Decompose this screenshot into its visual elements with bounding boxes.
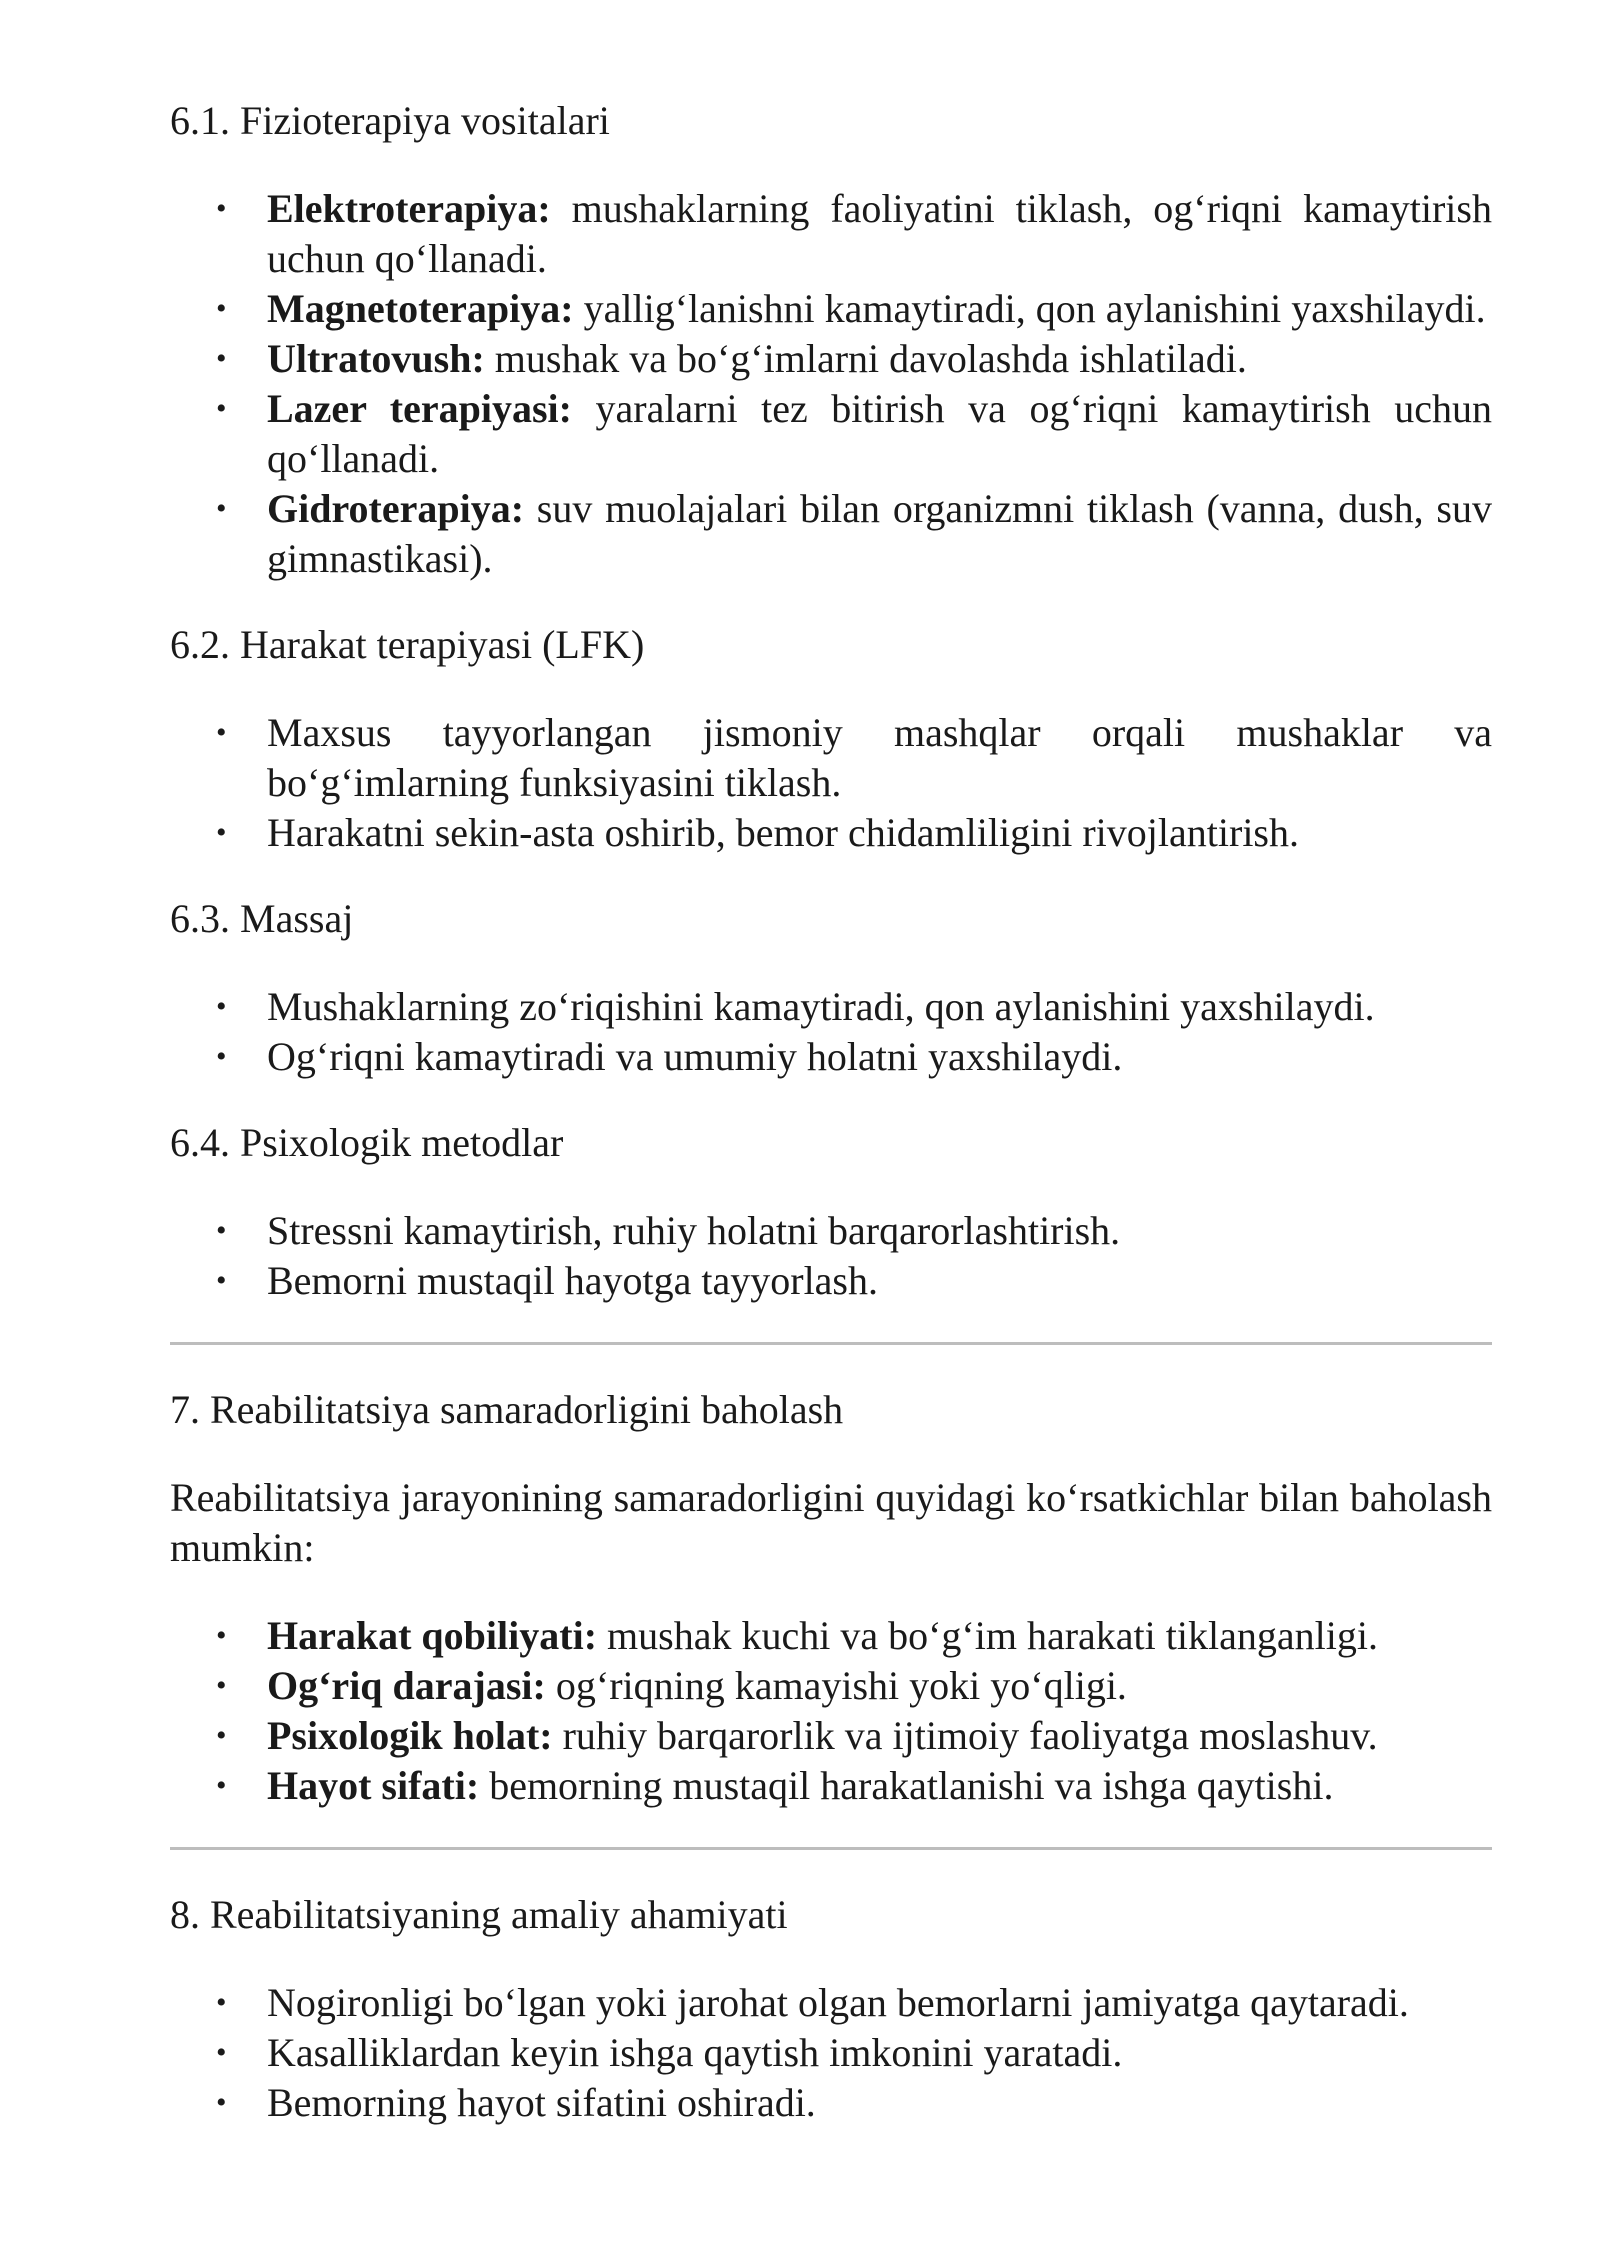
section-heading-8: 8. Reabilitatsiyaning amaliy ahamiyati xyxy=(170,1892,788,1937)
item-text: Kasalliklardan keyin ishga qaytish imkonini yaratadi. xyxy=(267,2030,1123,2075)
item-text: Og‘riqni kamaytiradi va umumiy holatni yaxshilaydi. xyxy=(267,1034,1123,1079)
item-text: Stressni kamaytirish, ruhiy holatni barqarorlashtirish. xyxy=(267,1208,1121,1253)
bullet-icon: • xyxy=(216,342,227,375)
item-text: Bemorni mustaqil hayotga tayyorlash. xyxy=(267,1258,878,1303)
item-term: Magnetoterapiya: xyxy=(267,286,574,331)
bullet-icon: • xyxy=(216,492,227,525)
bullet-icon: • xyxy=(216,1986,227,2019)
item-text: Bemorning hayot sifatini oshiradi. xyxy=(267,2080,816,2125)
item-term: Harakat qobiliyati: xyxy=(267,1613,598,1658)
bullet-icon: • xyxy=(216,2086,227,2119)
list-6-3 xyxy=(170,982,1492,1082)
item-text: Mushaklarning zo‘riqishini kamaytiradi, qon aylanishini yaxshilaydi. xyxy=(267,984,1375,1029)
list-8 xyxy=(170,1978,1492,2128)
section-heading-6-4: 6.4. Psixologik metodlar xyxy=(170,1120,564,1165)
bullet-icon: • xyxy=(216,716,227,749)
list-item xyxy=(170,2078,1492,2128)
item-term: Og‘riq darajasi: xyxy=(267,1663,546,1708)
item-text: yaralarni tez bitirish va og‘riqni kamaytirish uchun qo‘llanadi. xyxy=(267,386,1493,481)
list-item xyxy=(170,2028,1492,2078)
list-item xyxy=(170,982,1492,1032)
item-text: mushak kuchi va bo‘g‘im harakati tiklanganligi. xyxy=(597,1613,1378,1658)
list-item xyxy=(170,184,1492,284)
item-text: mushaklarning faoliyatini tiklash, og‘riqni kamaytirish uchun qo‘llanadi. xyxy=(267,186,1492,281)
item-text: bemorning mustaqil harakatlanishi va ishga qaytishi. xyxy=(479,1763,1334,1808)
bullet-icon: • xyxy=(216,2036,227,2069)
section-heading-6-1: 6.1. Fizioterapiya vositalari xyxy=(170,98,610,143)
document-page xyxy=(170,96,1492,2128)
item-term: Elektroterapiya: xyxy=(267,186,551,231)
list-6-1 xyxy=(170,184,1492,584)
bullet-icon: • xyxy=(216,192,227,225)
bullet-icon: • xyxy=(216,1619,227,1652)
section-7-intro: Reabilitatsiya jarayonining samaradorligini quyidagi ko‘rsatkichlar bilan baholash mumkin: xyxy=(170,1475,1492,1570)
section-heading-7: 7. Reabilitatsiya samaradorligini baholash xyxy=(170,1387,844,1432)
bullet-icon: • xyxy=(216,1264,227,1297)
list-item xyxy=(170,708,1492,808)
bullet-icon: • xyxy=(216,1669,227,1702)
list-item xyxy=(170,808,1492,858)
bullet-icon: • xyxy=(216,1214,227,1247)
bullet-icon: • xyxy=(216,392,227,425)
bullet-icon: • xyxy=(216,1719,227,1752)
item-term: Hayot sifati: xyxy=(267,1763,480,1808)
list-item xyxy=(170,284,1492,334)
bullet-icon: • xyxy=(216,1040,227,1073)
list-item xyxy=(170,484,1492,584)
list-item xyxy=(170,1256,1492,1306)
item-term: Gidroterapiya: xyxy=(267,486,525,531)
bullet-icon: • xyxy=(216,292,227,325)
item-text: ruhiy barqarorlik va ijtimoiy faoliyatga moslashuv. xyxy=(552,1713,1378,1758)
list-item xyxy=(170,1711,1492,1761)
list-7 xyxy=(170,1611,1492,1811)
list-6-2 xyxy=(170,708,1492,858)
item-text: mushak va bo‘g‘imlarni davolashda ishlatiladi. xyxy=(484,336,1247,381)
item-term: Psixologik holat: xyxy=(267,1713,553,1758)
item-text: og‘riqning kamayishi yoki yo‘qligi. xyxy=(545,1663,1127,1708)
list-6-4 xyxy=(170,1206,1492,1306)
list-item xyxy=(170,334,1492,384)
item-text: suv muolajalari bilan organizmni tiklash (vanna, dush, suv gimnastikasi). xyxy=(267,486,1492,581)
section-heading-6-3: 6.3. Massaj xyxy=(170,896,354,941)
section-heading-6-2: 6.2. Harakat terapiyasi (LFK) xyxy=(170,622,645,667)
bullet-icon: • xyxy=(216,816,227,849)
bullet-icon: • xyxy=(216,1769,227,1802)
item-text: Maxsus tayyorlangan jismoniy mashqlar orqali mushaklar va bo‘g‘imlarning funksiyasini tiklash. xyxy=(267,710,1492,805)
list-item xyxy=(170,1761,1492,1811)
list-item xyxy=(170,384,1492,484)
bullet-icon: • xyxy=(216,990,227,1023)
list-item xyxy=(170,1661,1492,1711)
item-text: Nogironligi bo‘lgan yoki jarohat olgan bemorlarni jamiyatga qaytaradi. xyxy=(267,1980,1409,2025)
item-term: Lazer terapiyasi: xyxy=(267,386,572,431)
list-item xyxy=(170,1206,1492,1256)
item-term: Ultratovush: xyxy=(267,336,485,381)
list-item xyxy=(170,1978,1492,2028)
item-text: Harakatni sekin-asta oshirib, bemor chidamliligini rivojlantirish. xyxy=(267,810,1299,855)
list-item xyxy=(170,1611,1492,1661)
item-text: yallig‘lanishni kamaytiradi, qon aylanishini yaxshilaydi. xyxy=(573,286,1486,331)
list-item xyxy=(170,1032,1492,1082)
